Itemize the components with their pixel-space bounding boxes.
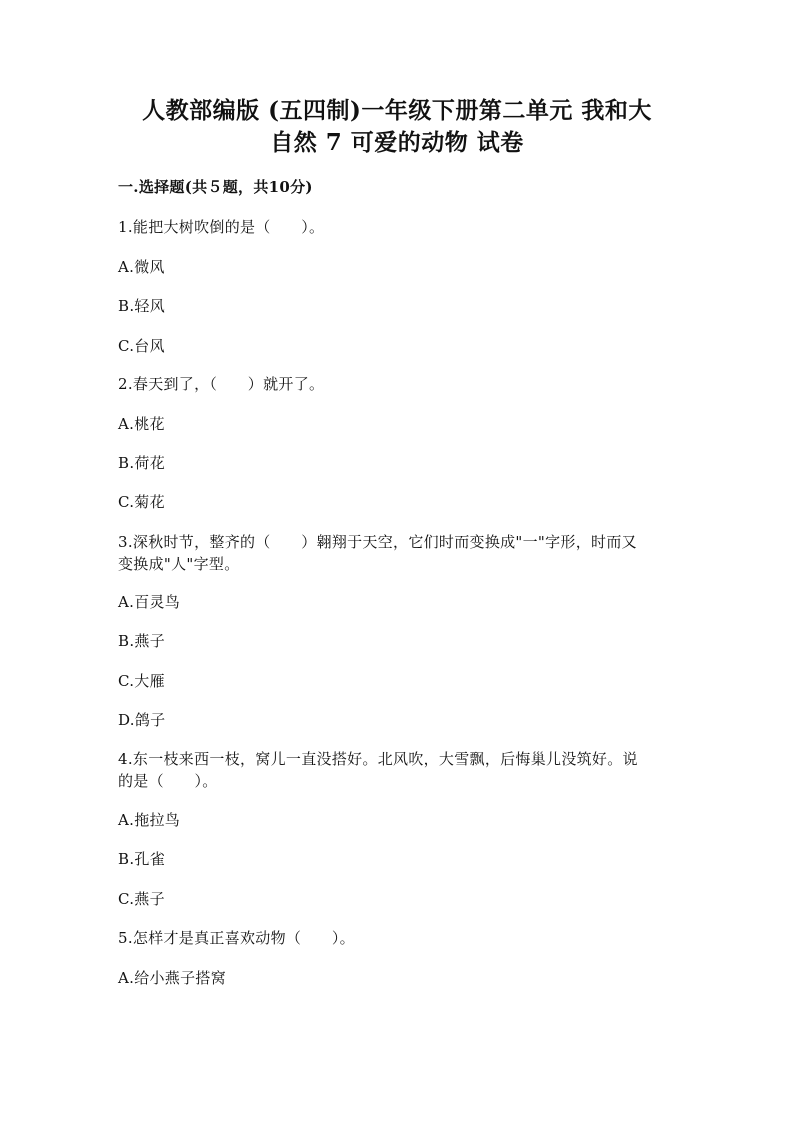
question-4-stem-line-2: 的是（ ）。 [118, 772, 218, 790]
question-4-option-a: A.拖拉鸟 [118, 811, 181, 829]
question-1-option-b: B.轻风 [118, 297, 165, 315]
page-title-line-2: 自然 7 可爱的动物 试卷 [270, 129, 524, 156]
question-2-option-a: A.桃花 [118, 415, 165, 433]
question-3-stem-line-1: 3.深秋时节，整齐的（ ）翱翔于天空，它们时而变换成"一"字形，时而又 [118, 533, 637, 551]
question-3-option-a: A.百灵鸟 [118, 593, 181, 611]
question-4-stem-line-1: 4.东一枝来西一枝，窝儿一直没搭好。北风吹，大雪飘，后悔巢儿没筑好。说 [118, 750, 638, 768]
page-title-line-1: 人教部编版 (五四制)一年级下册第二单元 我和大 [142, 97, 652, 124]
question-3-option-d: D.鸽子 [118, 711, 166, 729]
question-3-stem-line-2: 变换成"人"字型。 [118, 555, 240, 573]
question-5-stem: 5.怎样才是真正喜欢动物（ ）。 [118, 929, 355, 947]
question-2-option-c: C.菊花 [118, 493, 165, 511]
question-5-option-a: A.给小燕子搭窝 [118, 969, 227, 987]
section-heading: 一.选择题(共５题，共10分) [118, 178, 313, 196]
question-1-option-a: A.微风 [118, 258, 165, 276]
question-3-option-b: B.燕子 [118, 632, 165, 650]
question-4-option-b: B.孔雀 [118, 850, 165, 868]
question-1-option-c: C.台风 [118, 337, 165, 355]
question-3-option-c: C.大雁 [118, 672, 165, 690]
question-1-stem: 1.能把大树吹倒的是（ ）。 [118, 218, 325, 236]
question-4-option-c: C.燕子 [118, 890, 165, 908]
question-2-option-b: B.荷花 [118, 454, 165, 472]
question-2-stem: 2.春天到了，（ ）就开了。 [118, 375, 325, 393]
